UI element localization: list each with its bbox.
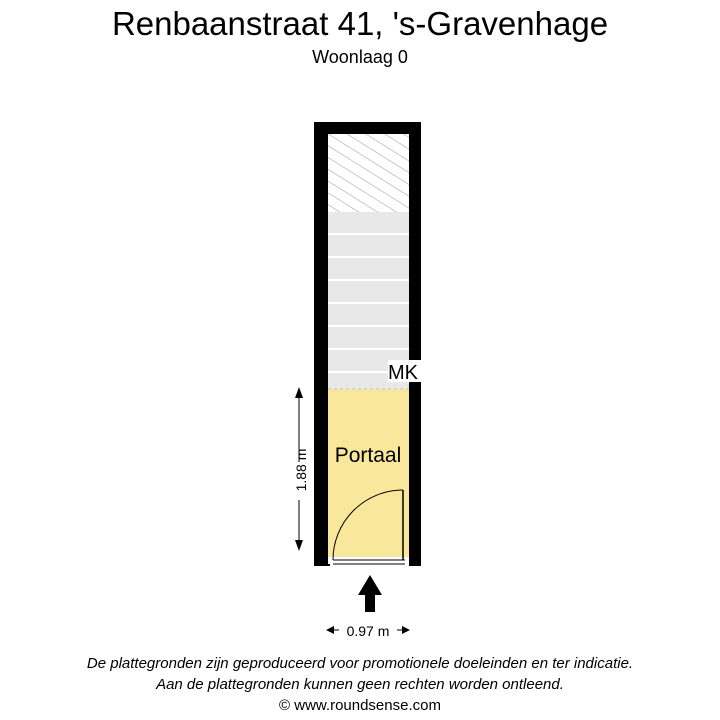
floor-label: Woonlaag 0	[312, 47, 408, 67]
width-dimension	[326, 623, 410, 639]
height-dimension	[293, 387, 309, 551]
width-dimension-label: 0.97 m	[346, 623, 390, 639]
copyright: © www.roundsense.com	[279, 697, 441, 714]
hatched-void	[328, 134, 409, 212]
disclaimer	[0, 653, 720, 716]
height-dimension-label: 1.88 m	[293, 448, 309, 492]
disclaimer-line-2: Aan de plattegronden kunnen geen rechten worden ontleend.	[156, 676, 564, 693]
room-label: Portaal	[334, 444, 402, 467]
page-title: Renbaanstraat 41, 's-Gravenhage	[111, 5, 609, 42]
mk-label: MK	[388, 362, 418, 384]
entrance-arrow-icon	[358, 575, 382, 612]
disclaimer-line-1: De plattegronden zijn geproduceerd voor promotionele doeleinden en ter indicatie.	[86, 655, 634, 672]
room-portaal	[328, 389, 409, 557]
